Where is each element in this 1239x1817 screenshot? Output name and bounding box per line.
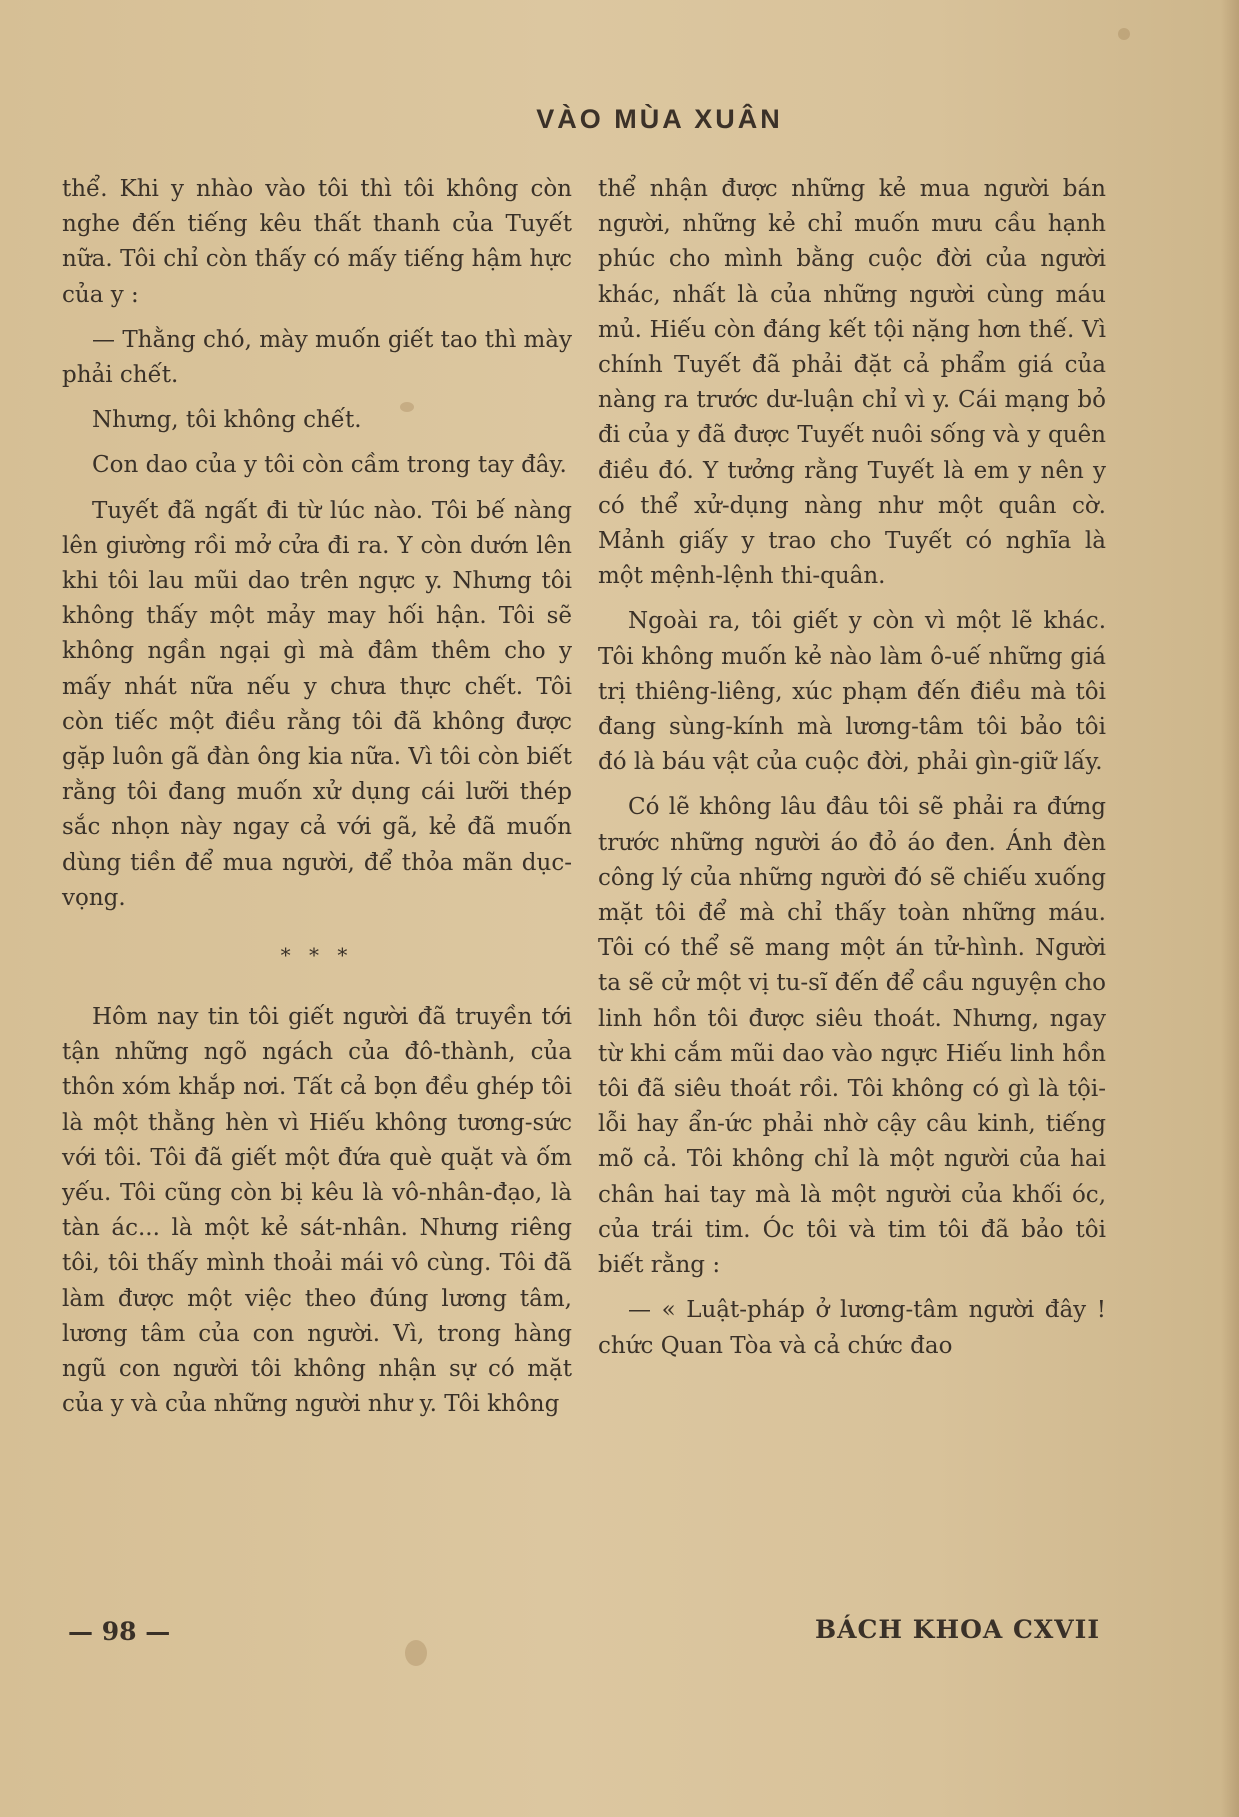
paragraph: Ngoài ra, tôi giết y còn vì một lẽ khác. Tôi không muốn kẻ nào làm ô-uế những giá trị thiêng-liêng, xúc phạm đến điều mà tôi đang sùng-kính mà lương-tâm tôi bảo tôi đó là báu vật của cuộc đời, phải gìn-giữ lấy. xyxy=(598,608,1106,776)
right-column xyxy=(598,172,1106,1374)
paragraph: — « Luật-pháp ở lương-tâm người đây ! chức Quan Tòa và cả chức đao xyxy=(598,1297,1106,1359)
paragraph: Nhưng, tôi không chết. xyxy=(92,407,362,434)
paragraph: Có lẽ không lâu đâu tôi sẽ phải ra đứng trước những người áo đỏ áo đen. Ánh đèn công lý của những người đó sẽ chiếu xuống mặt tôi để mà chỉ thấy toàn những máu. Tôi có thể sẽ mang một án tử-hình. Người ta sẽ cử một vị tu-sĩ đến để cầu nguyện cho linh hồn tôi được siêu thoát. Nhưng, ngay từ khi cắm mũi dao vào ngực Hiếu linh hồn tôi đã siêu thoát rồi. Tôi không có gì là tội-lỗi hay ẩn-ức phải nhờ cậy câu kinh, tiếng mõ cả. Tôi không chỉ là một người của hai chân hai tay mà là một người của khối óc, của trái tim. Óc tôi và tim tôi đã bảo tôi biết rằng : xyxy=(598,794,1106,1279)
left-column xyxy=(62,172,572,1433)
paragraph: Tuyết đã ngất đi từ lúc nào. Tôi bế nàng lên giường rồi mở cửa đi ra. Y còn dướn lên khi tôi lau mũi dao trên ngực y. Nhưng tôi không thấy một mảy may hối hận. Tôi sẽ không ngần ngại gì mà đâm thêm cho y mấy nhát nữa nếu y chưa thực chết. Tôi còn tiếc một điều rằng tôi đã không được gặp luôn gã đàn ông kia nữa. Vì tôi còn biết rằng tôi đang muốn xử dụng cái lưỡi thép sắc nhọn này ngay cả với gã, kẻ đã muốn dùng tiền để mua người, để thỏa mãn dục-vọng. xyxy=(62,497,572,911)
paper-stain xyxy=(1118,28,1130,40)
paragraph: thể nhận được những kẻ mua người bán người, những kẻ chỉ muốn mưu cầu hạnh phúc cho mình bằng cuộc đời của người khác, nhất là của những người cùng máu mủ. Hiếu còn đáng kết tội nặng hơn thế. Vì chính Tuyết đã phải đặt cả phẩm giá của nàng ra trước dư-luận chỉ vì y. Cái mạng bỏ đi của y đã được Tuyết nuôi sống và y quên điều đó. Y tưởng rằng Tuyết là em y nên y có thể xử-dụng nàng như một quân cờ. Mảnh giấy y trao cho Tuyết có nghĩa là một mệnh-lệnh thi-quân. xyxy=(598,176,1106,590)
paragraph: thể. Khi y nhào vào tôi thì tôi không còn nghe đến tiếng kêu thất thanh của Tuyết nữa. Tôi chỉ còn thấy có mấy tiếng hậm hực của y : xyxy=(62,176,572,308)
running-head xyxy=(0,104,1239,135)
section-separator: * * * xyxy=(280,943,354,968)
page-edge-shadow xyxy=(1221,0,1239,1817)
running-head-title: VÀO MÙA XUÂN xyxy=(536,104,783,134)
page-number: — 98 — xyxy=(68,1617,171,1646)
journal-name: BÁCH KHOA CXVII xyxy=(815,1615,1101,1644)
paper-stain xyxy=(405,1640,427,1666)
paragraph: — Thằng chó, mày muốn giết tao thì mày phải chết. xyxy=(62,326,572,389)
paragraph: Hôm nay tin tôi giết người đã truyền tới tận những ngõ ngách của đô-thành, của thôn xóm khắp nơi. Tất cả bọn đều ghép tôi là một thằng hèn vì Hiếu không tương-sức với tôi. Tôi đã giết một đứa què quặt và ốm yếu. Tôi cũng còn bị kêu là vô-nhân-đạo, là tàn ác... là một kẻ sát-nhân. Nhưng riêng tôi, tôi thấy mình thoải mái vô cùng. Tôi đã làm được một việc theo đúng lương tâm, lương tâm của con người. Vì, trong hàng ngũ con người tôi không nhận sự có mặt của y và của những người như y. Tôi không xyxy=(62,1004,572,1418)
paragraph: Con dao của y tôi còn cầm trong tay đây. xyxy=(92,452,567,479)
